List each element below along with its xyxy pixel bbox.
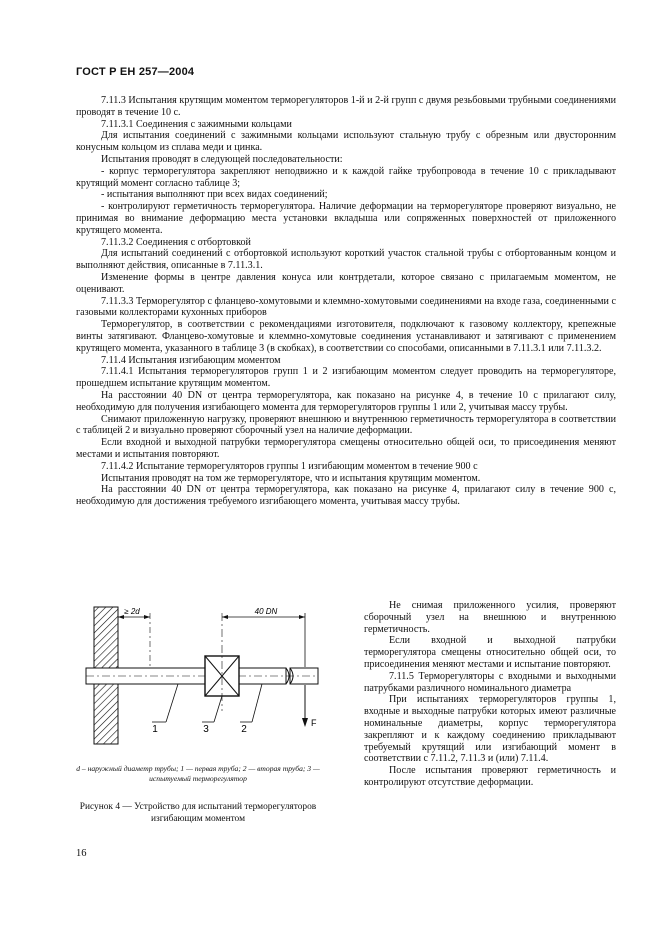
callout-2: 2 bbox=[241, 724, 247, 735]
paragraph: - испытания выполняют при всех видах соединений; bbox=[101, 189, 328, 201]
paragraph: Если входной и выходной патрубки терморегулятора смещены относительно общей оси, то присоединения меняют местами и испытания повторяют. bbox=[76, 437, 616, 460]
paragraph: 7.11.4.1 Испытания терморегуляторов групп 1 и 2 изгибающим моментом следует проводить на терморегуляторе, прошедшем испытание крутящим моментом. bbox=[76, 366, 616, 390]
callout-3: 3 bbox=[203, 724, 209, 735]
paragraph: При испытаниях терморегуляторов группы 1, входные и выходные патрубки которых имеют различные номинальные диаметры, корпус терморегулятора закрепляют и к каждому соединению прикладывают требуемый крутящий или изгибающий момент в соответствии с 7.11.2, 7.11.3 и (или) 7.11.4. bbox=[364, 694, 616, 765]
paragraph: 7.11.3 Испытания крутящим моментом терморегуляторов 1-й и 2-й групп с двумя резьбовыми трубными соединениями проводят в течение 10 с. bbox=[76, 95, 616, 118]
dim-40dn-label: 40 DN bbox=[254, 607, 278, 616]
page-number: 16 bbox=[76, 848, 87, 859]
paragraph: Изменение формы в центре давления конуса или контрдетали, которое связано с прилагаемым моментом, не оценивают. bbox=[76, 271, 616, 295]
figure-legend: d – наружный диаметр трубы; 1 — первая труба; 2 — вторая труба; 3 — испытуемый терморегулятор bbox=[76, 764, 320, 783]
dim-min-distance-label: ≥ 2d bbox=[124, 607, 140, 616]
paragraph: На расстоянии 40 DN от центра терморегулятора, как показано на рисунке 4, в течение 10 с прилагают силу, необходимую для получения изгибающего момента для терморегуляторов группы 1 или 2, учитывая массу трубы. bbox=[76, 389, 616, 413]
paragraph: 7.11.4 Испытания изгибающим моментом bbox=[101, 354, 281, 366]
paragraph: 7.11.3.3 Терморегулятор с фланцево-хомутовыми и клеммно-хомутовыми соединениями на входе газа, соединенными с газовыми коллекторами кухонных приборов bbox=[76, 295, 616, 319]
paragraph: - корпус терморегулятора закрепляют неподвижно и к каждой гайке трубопровода в течение 10 с прикладывают крутящий момент согласно таблице 3; bbox=[76, 165, 616, 189]
paragraph: Для испытаний соединений с отбортовкой используют короткий участок стальной трубы с отбортованным концом и выполняют действия, описанные в 7.11.3.1. bbox=[76, 248, 616, 272]
page-header: ГОСТ Р ЕН 257—2004 bbox=[76, 66, 195, 78]
paragraph: 7.11.5 Терморегуляторы с входными и выходными патрубками различного номинального диаметра bbox=[364, 670, 616, 694]
paragraph: После испытания проверяют герметичность и контролируют отсутствие деформации. bbox=[364, 765, 616, 788]
paragraph: Если входной и выходной патрубки терморегулятора смещены относительно общей оси, то присоединения меняют местами и испытание повторяют. bbox=[364, 635, 616, 670]
paragraph: - контролируют герметичность терморегулятора. Наличие деформации на терморегуляторе проверяют визуально, не принимая во внимание деформацию места установки вкладыша или сопряженных поверхностей от приложенного крутящего момента. bbox=[76, 201, 616, 236]
paragraph: На расстоянии 40 DN от центра терморегулятора, как показано на рисунке 4, прилагают силу в течение 900 с, необходимую для достижения требуемого изгибающего момента, учитывая массу трубы. bbox=[76, 484, 616, 508]
force-arrow-icon bbox=[302, 718, 308, 727]
paragraph: 7.11.4.2 Испытание терморегуляторов группы 1 изгибающим моментом в течение 900 с bbox=[101, 460, 478, 472]
figure-caption: Рисунок 4 — Устройство для испытаний терморегуляторов изгибающим моментом bbox=[79, 802, 317, 824]
paragraph: Терморегулятор, в соответствии с рекомендациями изготовителя, подключают к газовому коллектору, крепежные винты затягивают. Фланцево-хомутовые и клеммно-хомутовые соединения устанавливают и затягивают с применением крутящего момента, указанного в таблице 3 (в скобках), в соответствии со способами, описанными в 7.11.3.1 или 7.11.3.2. bbox=[76, 319, 616, 354]
main-text bbox=[76, 95, 616, 508]
bending-test-diagram bbox=[62, 601, 332, 751]
figure-4 bbox=[62, 601, 332, 751]
paragraph: Для испытания соединений с зажимными кольцами используют стальную трубу с обрезным или двусторонним конусным кольцом из сплава меди и цинка. bbox=[76, 130, 616, 154]
paragraph: 7.11.3.1 Соединения с зажимными кольцами bbox=[101, 118, 292, 130]
callout-1: 1 bbox=[152, 724, 158, 735]
paragraph: Не снимая приложенного усилия, проверяют сборочный узел на внешнюю и внутреннюю герметичность. bbox=[364, 600, 616, 635]
paragraph: Испытания проводят в следующей последовательности: bbox=[101, 153, 343, 165]
paragraph: 7.11.3.2 Соединения с отбортовкой bbox=[101, 236, 251, 248]
force-label: F bbox=[311, 718, 317, 728]
paragraph: Испытания проводят на том же терморегуляторе, что и испытания крутящим моментом. bbox=[101, 472, 481, 484]
paragraph: Снимают приложенную нагрузку, проверяют внешнюю и внутреннюю герметичность терморегулятора в соответствии с таблицей 2 и визуально проверяют сборочный узел на наличие деформации. bbox=[76, 413, 616, 437]
right-column-text bbox=[364, 600, 616, 789]
